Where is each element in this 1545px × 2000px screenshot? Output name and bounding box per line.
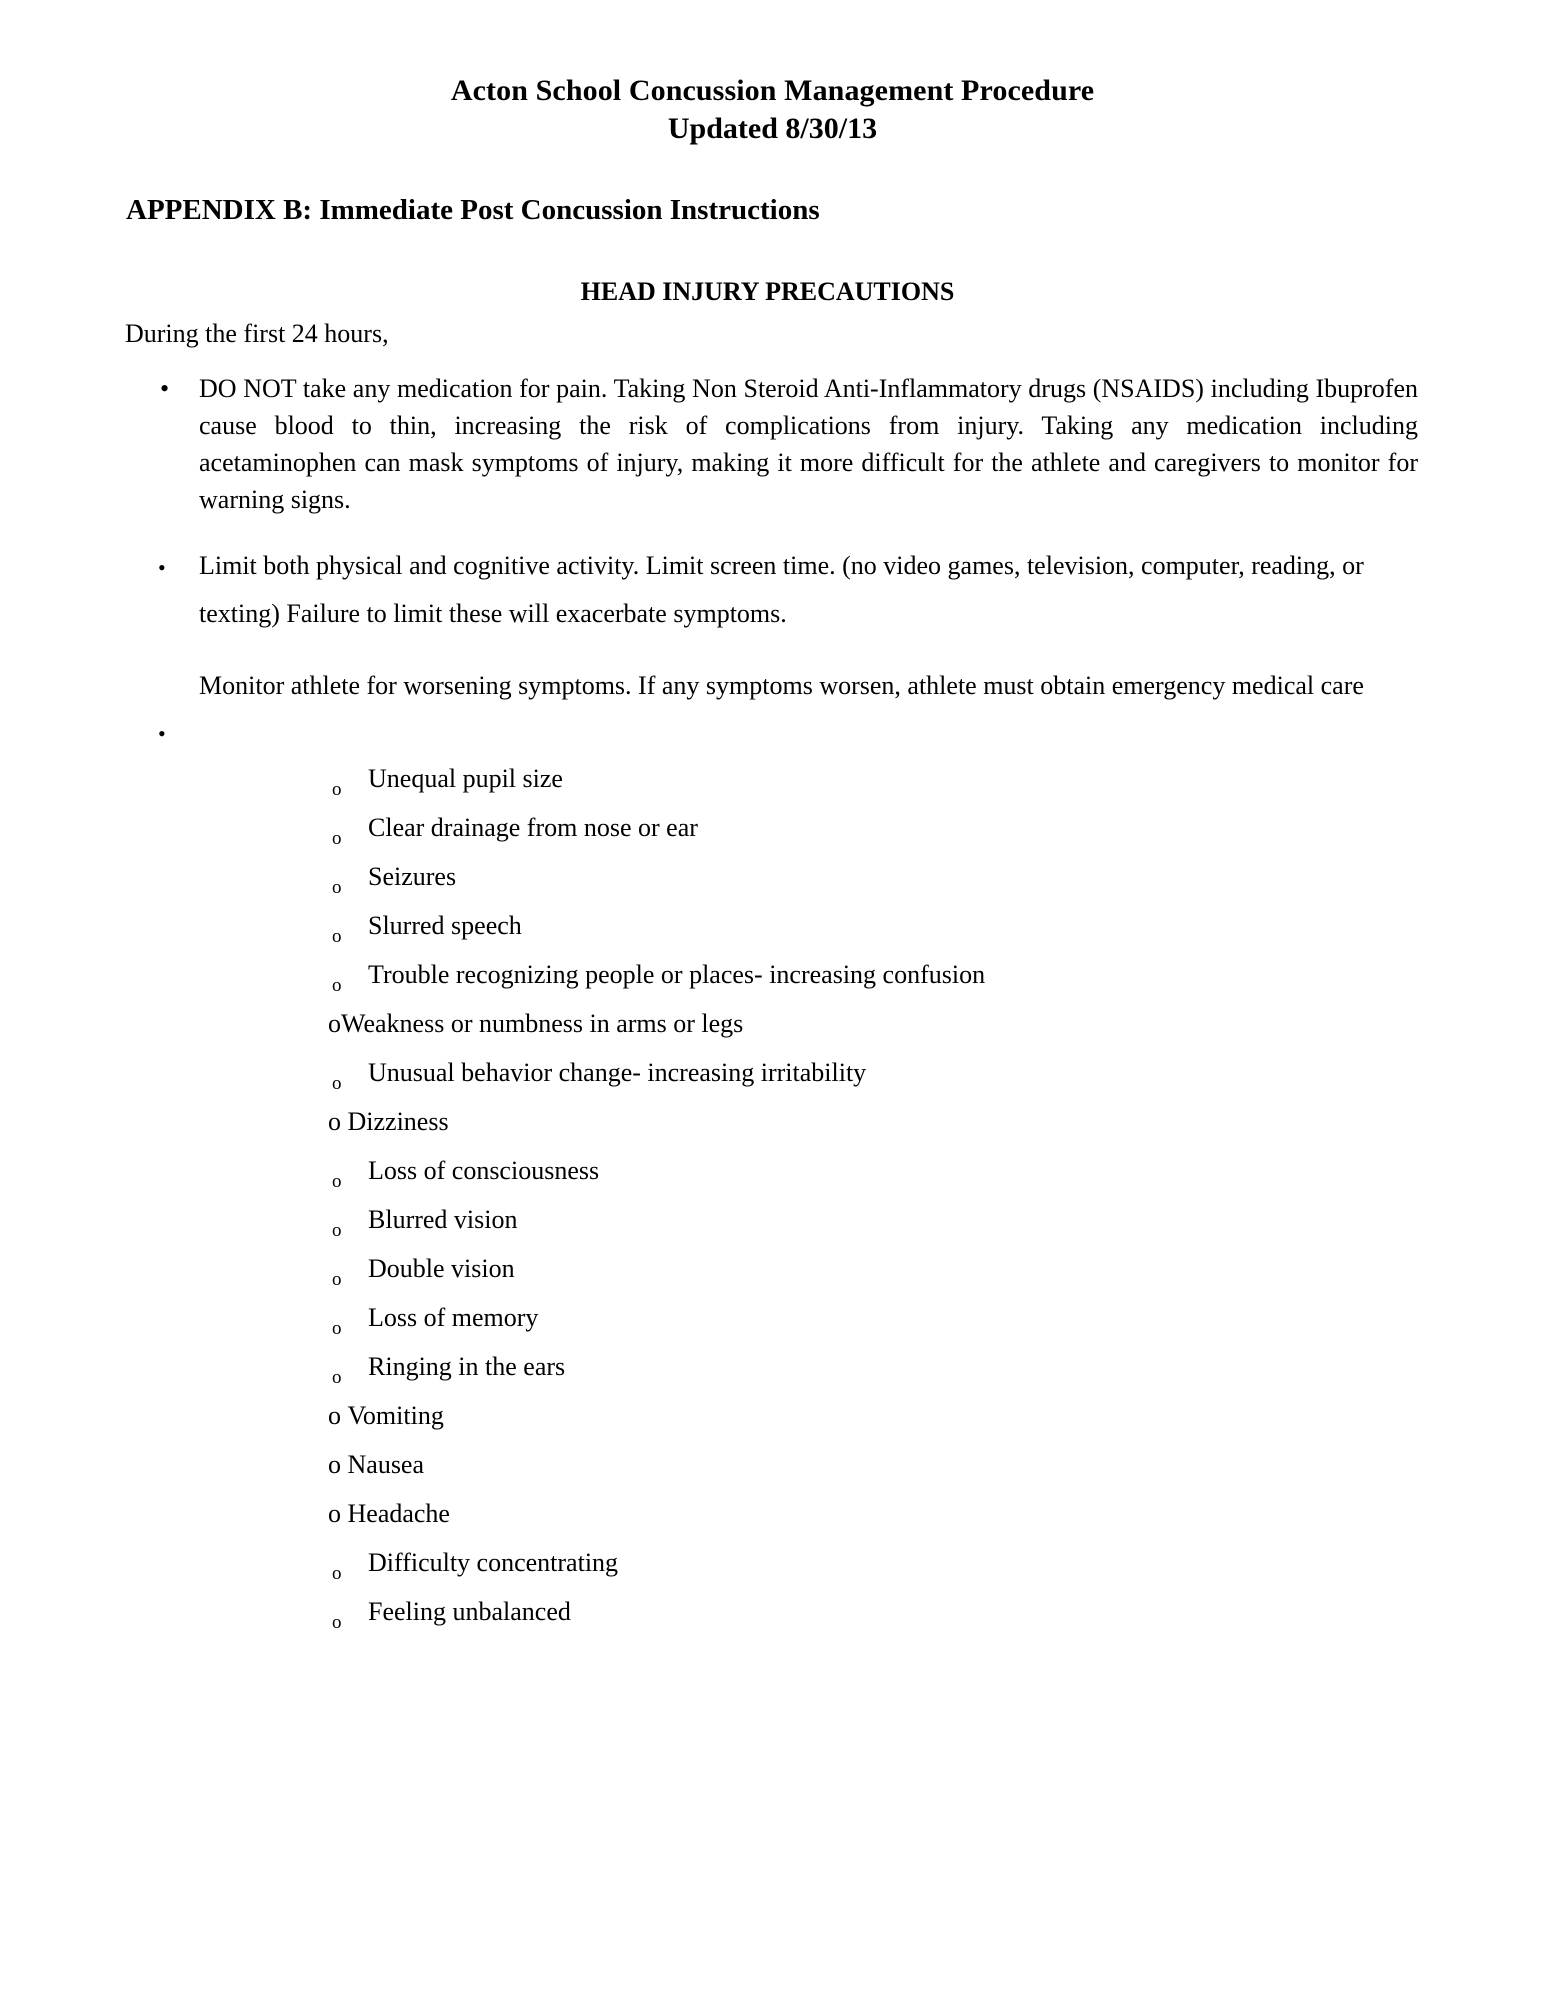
symptom-label: Loss of memory — [368, 1303, 539, 1332]
symptom-list-item — [125, 1342, 1420, 1391]
symptom-list-item — [125, 999, 1420, 1048]
section-heading: HEAD INJURY PRECAUTIONS — [580, 277, 955, 306]
page-content — [125, 0, 1420, 1636]
symptom-label: Loss of consciousness — [368, 1156, 600, 1185]
symptom-label: Difficulty concentrating — [368, 1548, 619, 1577]
symptom-label: Double vision — [368, 1254, 515, 1283]
symptom-list-item — [125, 1587, 1420, 1636]
symptom-list-item — [125, 754, 1420, 803]
circle-bullet-icon: o — [332, 1612, 342, 1633]
circle-bullet-icon: o — [332, 877, 342, 898]
symptom-label: Feeling unbalanced — [368, 1597, 571, 1626]
circle-bullet-icon: o — [332, 1269, 342, 1290]
symptom-list-item — [125, 1440, 1420, 1489]
bullet-marker-icon: • — [158, 721, 166, 746]
circle-bullet-icon: o — [328, 1499, 348, 1528]
symptom-list-item — [125, 901, 1420, 950]
symptom-label: Weakness or numbness in arms or legs — [341, 1009, 744, 1038]
symptom-label: Slurred speech — [368, 911, 522, 940]
symptom-label: Ringing in the ears — [368, 1352, 566, 1381]
symptom-label: Blurred vision — [368, 1205, 518, 1234]
circle-bullet-icon: o — [332, 779, 342, 800]
symptom-label: Vomiting — [347, 1401, 444, 1430]
symptom-label: Nausea — [347, 1450, 425, 1479]
lead-line: During the first 24 hours, — [125, 319, 389, 348]
circle-bullet-icon: o — [332, 1171, 342, 1192]
symptom-list-item — [125, 803, 1420, 852]
bullet-item — [125, 638, 1420, 746]
circle-bullet-icon: o — [328, 1107, 348, 1136]
symptom-label: Seizures — [368, 862, 457, 891]
symptom-label: Headache — [347, 1499, 450, 1528]
symptom-label: Dizziness — [347, 1107, 449, 1136]
symptom-list-item — [125, 1538, 1420, 1587]
symptom-list-item — [125, 1489, 1420, 1538]
bullet-text: Limit both physical and cognitive activity. Limit screen time. (no video games, television, computer, reading, or texting) Failure to limit these will exacerbate symptoms. — [199, 551, 1364, 628]
document-subtitle: Updated 8/30/13 — [667, 112, 878, 145]
symptom-list-item — [125, 1195, 1420, 1244]
circle-bullet-icon: o — [332, 1367, 342, 1388]
appendix-heading: APPENDIX B: Immediate Post Concussion Instructions — [126, 194, 820, 226]
circle-bullet-icon: o — [328, 1009, 341, 1038]
bullet-text: Monitor athlete for worsening symptoms. If any symptoms worsen, athlete must obtain emergency medical care — [199, 671, 1364, 700]
circle-bullet-icon: o — [332, 1220, 342, 1241]
symptom-label: Trouble recognizing people or places- increasing confusion — [368, 960, 986, 989]
circle-bullet-icon: o — [332, 828, 342, 849]
bullet-marker-icon: • — [158, 555, 166, 580]
symptom-list-item — [125, 1244, 1420, 1293]
symptom-label: Unusual behavior change- increasing irritability — [368, 1058, 867, 1087]
bullet-item — [125, 350, 1420, 518]
symptom-list-item — [125, 1391, 1420, 1440]
symptom-list-item — [125, 1146, 1420, 1195]
bullet-item — [125, 518, 1420, 638]
circle-bullet-icon: o — [328, 1401, 348, 1430]
circle-bullet-icon: o — [332, 1073, 342, 1094]
symptom-list-item — [125, 852, 1420, 901]
circle-bullet-icon: o — [332, 1318, 342, 1339]
precautions-bullet-list — [125, 350, 1420, 746]
bullet-text: DO NOT take any medication for pain. Taking Non Steroid Anti-Inflammatory drugs (NSAIDS) including Ibuprofen cause blood to thin, increasing the risk of complications from injury. Taking any medication including acetaminophen can mask symptoms of injury, making it more difficult for the athlete and caregivers to monitor for warning signs. — [199, 374, 1418, 514]
circle-bullet-icon: o — [332, 975, 342, 996]
symptom-label: Unequal pupil size — [368, 764, 563, 793]
bullet-marker-icon: • — [160, 374, 170, 403]
circle-bullet-icon: o — [328, 1450, 348, 1479]
emergency-symptom-list — [125, 710, 1420, 1636]
symptom-list-item — [125, 1293, 1420, 1342]
symptom-list-item — [125, 950, 1420, 999]
symptom-list-item — [125, 1097, 1420, 1146]
document-title: Acton School Concussion Management Procedure — [450, 74, 1095, 107]
symptom-list-item — [125, 1048, 1420, 1097]
symptom-label: Clear drainage from nose or ear — [368, 813, 698, 842]
circle-bullet-icon: o — [332, 1563, 342, 1584]
circle-bullet-icon: o — [332, 926, 342, 947]
